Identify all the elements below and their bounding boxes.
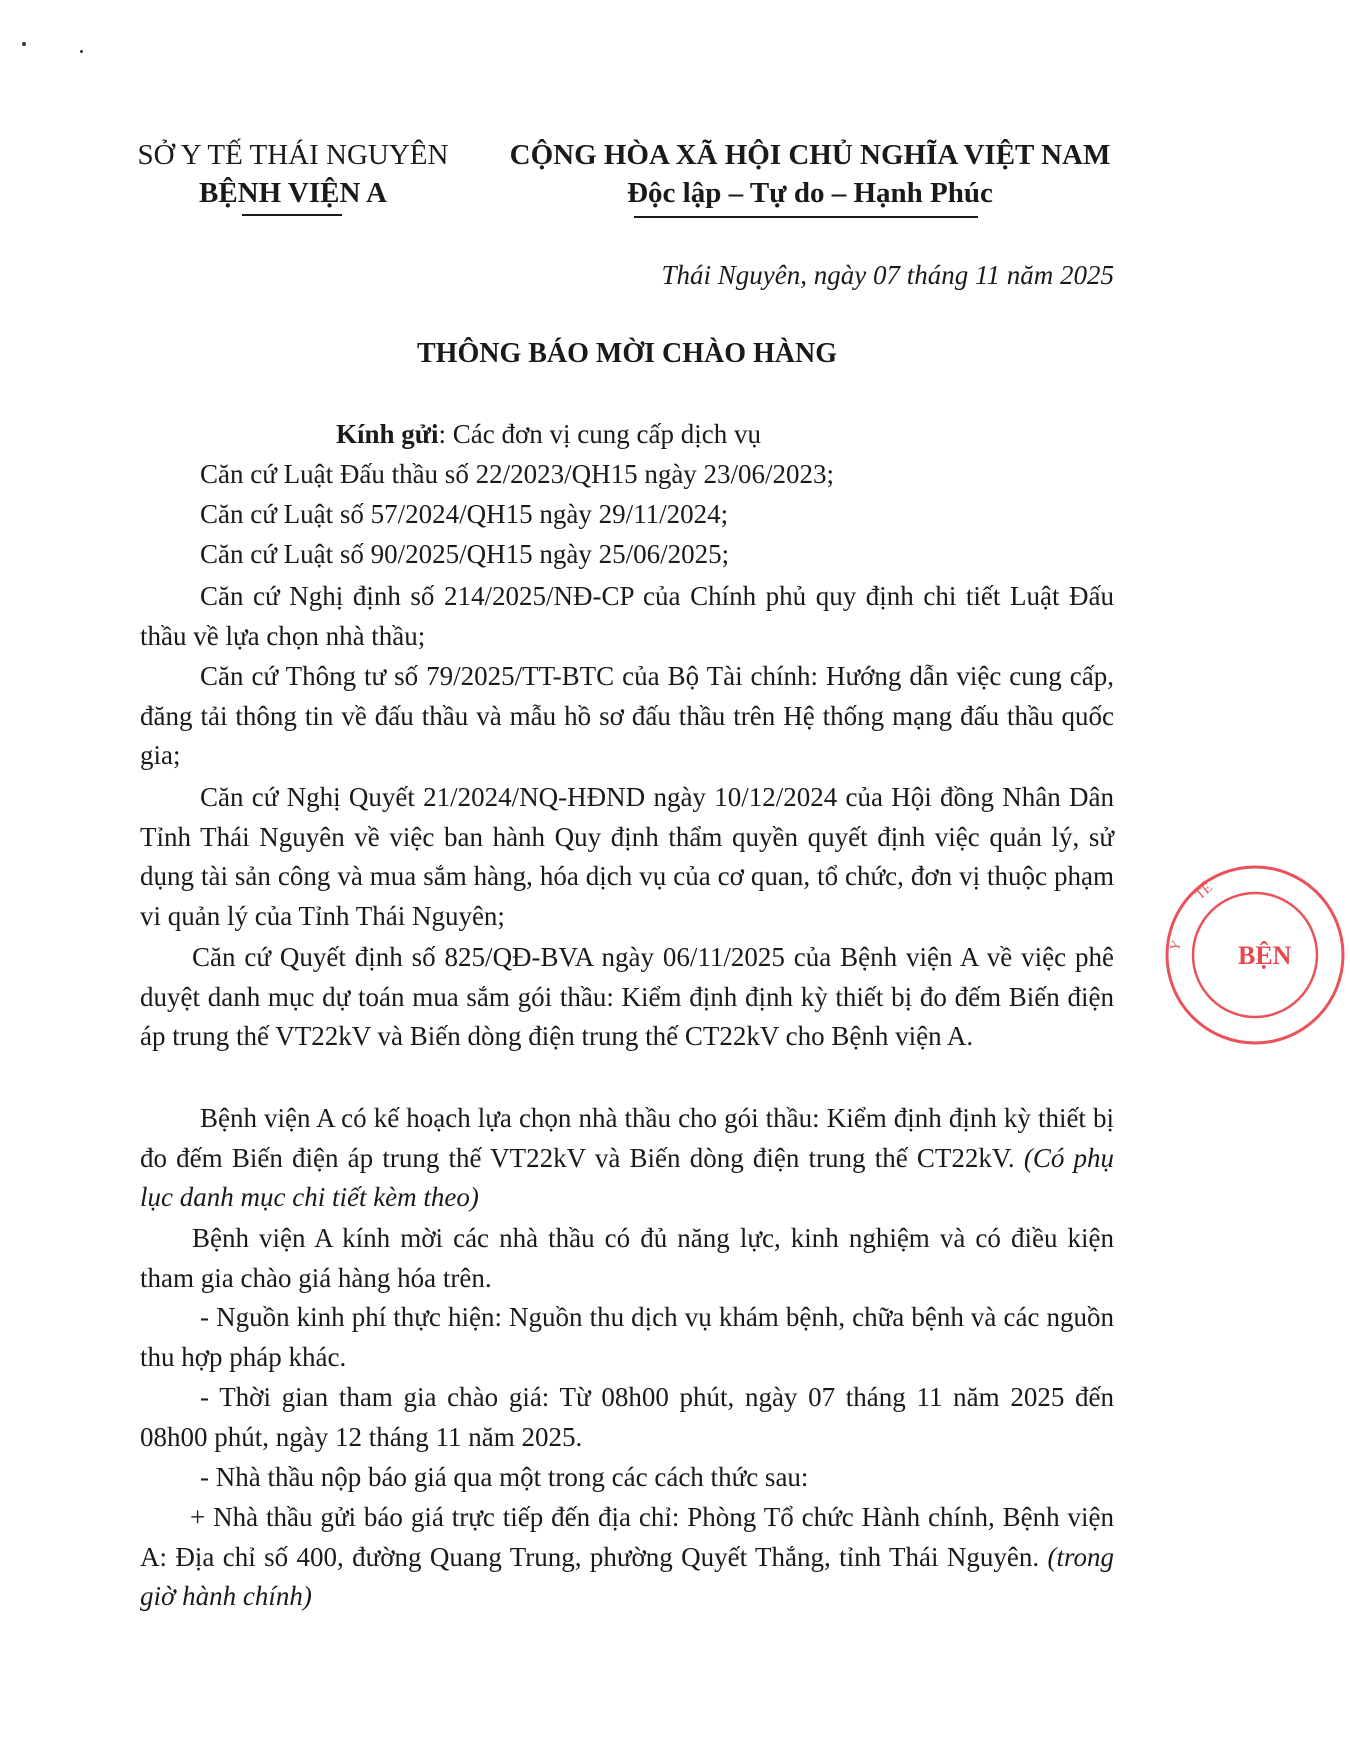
greeting-text: : Các đơn vị cung cấp dịch vụ bbox=[438, 419, 761, 449]
plan-text: Bệnh viện A có kế hoạch lựa chọn nhà thầu cho gói thầu: Kiểm định định kỳ thiết bị đo đếm Biến điện áp trung thế VT22kV và Biến dòng điện trung thế CT22kV. bbox=[140, 1103, 1114, 1173]
header-hospital-underline bbox=[242, 214, 342, 216]
basis-3: Căn cứ Luật số 90/2025/QH15 ngày 25/06/2025; bbox=[200, 539, 730, 569]
document-date: Thái Nguyên, ngày 07 tháng 11 năm 2025 bbox=[661, 260, 1114, 290]
submission-direct-text: + Nhà thầu gửi báo giá trực tiếp đến địa chỉ: Phòng Tổ chức Hành chính, Bệnh viện A: Địa chỉ số 400, đường Quang Trung, phường Quyết Thắng, tỉnh Thái Nguyên. bbox=[140, 1502, 1114, 1572]
header-motto: Độc lập – Tự do – Hạnh Phúc bbox=[627, 177, 993, 209]
submission-direct-note: (trong giờ hành chính) bbox=[140, 1541, 1114, 1611]
basis-4: Căn cứ Nghị định số 214/2025/NĐ-CP của Chính phủ quy định chi tiết Luật Đấu thầu về lựa chọn nhà thầu; bbox=[140, 581, 1114, 651]
submission-intro: - Nhà thầu nộp báo giá qua một trong các cách thức sau: bbox=[200, 1462, 809, 1492]
basis-5: Căn cứ Thông tư số 79/2025/TT-BTC của Bộ Tài chính: Hướng dẫn việc cung cấp, đăng tải thông tin về đấu thầu và mẫu hồ sơ đấu thầu trên Hệ thống mạng đấu thầu quốc gia; bbox=[140, 661, 1114, 770]
header-country: CỘNG HÒA XÃ HỘI CHỦ NGHĨA VIỆT NAM bbox=[509, 139, 1111, 171]
greeting-label: Kính gửi bbox=[336, 419, 439, 449]
header-ministry: SỞ Y TẾ THÁI NGUYÊN bbox=[137, 139, 449, 171]
funding-source: - Nguồn kinh phí thực hiện: Nguồn thu dịch vụ khám bệnh, chữa bệnh và các nguồn thu hợp pháp khác. bbox=[140, 1302, 1114, 1372]
procurement-plan bbox=[140, 1099, 1114, 1218]
svg-text:TẾ: TẾ bbox=[1192, 880, 1216, 904]
basis-7: Căn cứ Quyết định số 825/QĐ-BVA ngày 06/11/2025 của Bệnh viện A về việc phê duyệt danh mục dự toán mua sắm gói thầu: Kiểm định định kỳ thiết bị đo đếm Biến điện áp trung thế VT22kV và Biến dòng điện trung thế CT22kV cho Bệnh viện A. bbox=[140, 942, 1114, 1051]
basis-6: Căn cứ Nghị Quyết 21/2024/NQ-HĐND ngày 10/12/2024 của Hội đồng Nhân Dân Tỉnh Thái Nguyên về việc ban hành Quy định thẩm quyền quyết định việc quản lý, sử dụng tài sản công và mua sắm hàng, hóa dịch vụ của cơ quan, tổ chức, đơn vị thuộc phạm vi quản lý của Tỉnh Thái Nguyên; bbox=[140, 782, 1114, 931]
submission-direct bbox=[140, 1498, 1114, 1617]
plan-note: (Có phụ lục danh mục chi tiết kèm theo) bbox=[140, 1142, 1115, 1212]
quotation-period: - Thời gian tham gia chào giá: Từ 08h00 phút, ngày 07 tháng 11 năm 2025 đến 08h00 phút, ngày 12 tháng 11 năm 2025. bbox=[140, 1382, 1114, 1452]
invitation: Bệnh viện A kính mời các nhà thầu có đủ năng lực, kinh nghiệm và có điều kiện tham gia chào giá hàng hóa trên. bbox=[140, 1223, 1114, 1293]
hospital-seal-icon bbox=[1160, 860, 1350, 1050]
greeting bbox=[336, 415, 761, 454]
header-motto-underline bbox=[634, 216, 978, 218]
document-title: THÔNG BÁO MỜI CHÀO HÀNG bbox=[416, 338, 837, 369]
basis-1: Căn cứ Luật Đấu thầu số 22/2023/QH15 ngày 23/06/2023; bbox=[200, 459, 835, 489]
seal-text: BỆN bbox=[1238, 941, 1292, 970]
basis-2: Căn cứ Luật số 57/2024/QH15 ngày 29/11/2024; bbox=[200, 499, 729, 529]
svg-text:Y: Y bbox=[1167, 938, 1186, 954]
scan-speck bbox=[22, 42, 26, 46]
header-hospital: BỆNH VIỆN A bbox=[198, 177, 388, 209]
scan-speck bbox=[80, 50, 83, 53]
